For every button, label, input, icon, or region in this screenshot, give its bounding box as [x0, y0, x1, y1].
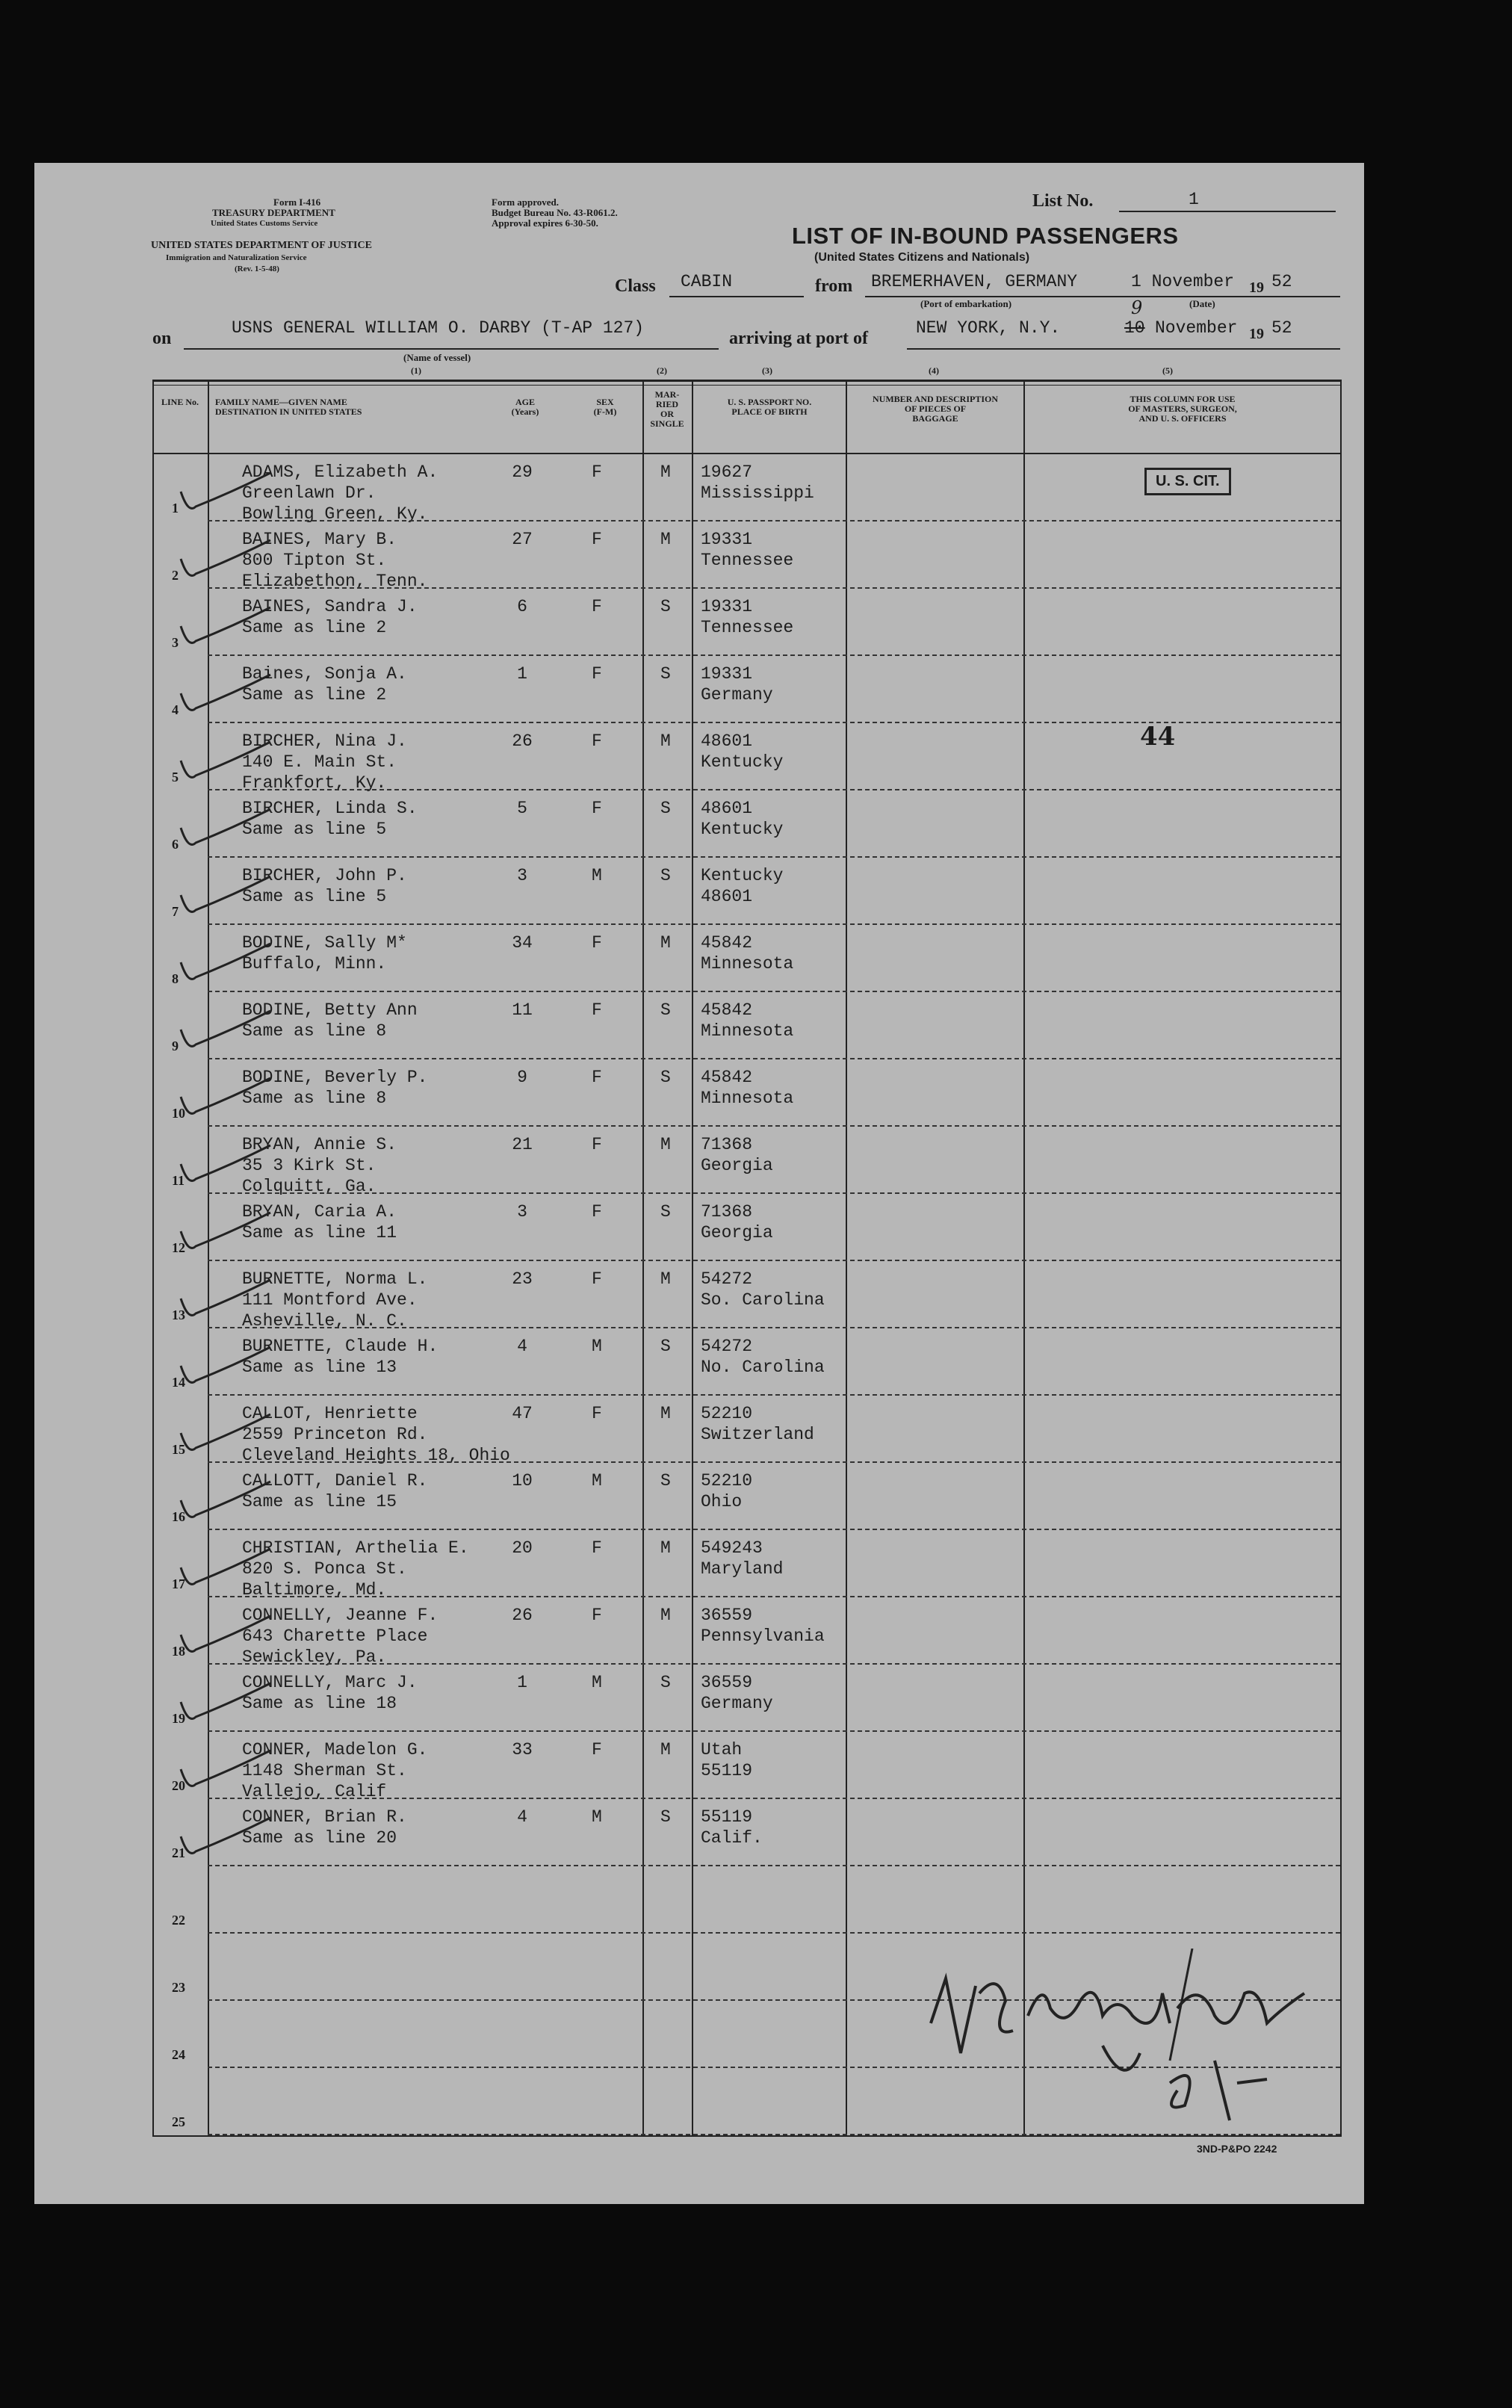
line-number: 19 [172, 1711, 185, 1726]
from-label: from [815, 276, 853, 296]
passenger-married: M [660, 1269, 671, 1289]
passport-or-birthplace-1: 19627 [701, 462, 753, 482]
check-mark [173, 1343, 278, 1403]
line-number: 22 [172, 1913, 185, 1928]
row-divider [208, 587, 1340, 589]
passenger-married: M [660, 1404, 671, 1423]
passenger-sex: F [592, 933, 602, 953]
arrival-month: November [1155, 318, 1238, 338]
passport-or-birthplace-2: 55119 [701, 1761, 753, 1780]
passenger-name: Baines, Sonja A. [242, 664, 407, 684]
check-mark [173, 1612, 278, 1672]
row-divider [208, 520, 1340, 521]
passenger-sex: F [592, 462, 602, 482]
passenger-sex: F [592, 1740, 602, 1759]
line-number: 13 [172, 1307, 185, 1322]
row-divider [208, 654, 1340, 656]
passenger-age: 4 [517, 1337, 527, 1356]
us-citizen-stamp: U. S. CIT. [1144, 468, 1231, 495]
passenger-sex: F [592, 597, 602, 616]
page-subtitle: (United States Citizens and Nationals) [814, 251, 1030, 264]
col-divider-passport [846, 380, 847, 2135]
passenger-sex: M [592, 1471, 602, 1491]
row-divider [208, 991, 1340, 992]
passenger-sex: F [592, 1000, 602, 1020]
passenger-name: BRYAN, Caria A. [242, 1202, 397, 1222]
passenger-address-2: Bowling Green, Ky. [242, 504, 428, 524]
passenger-married: S [660, 1673, 671, 1692]
passenger-address-1: Greenlawn Dr. [242, 483, 377, 503]
header-line-no: LINE No. [161, 397, 199, 407]
check-mark [173, 873, 278, 932]
passenger-address-2: Cleveland Heights 18, Ohio [242, 1446, 510, 1465]
passport-or-birthplace-2: Switzerland [701, 1425, 814, 1444]
passport-or-birthplace-1: 45842 [701, 1000, 753, 1020]
passport-or-birthplace-2: Georgia [701, 1156, 773, 1175]
line-number: 18 [172, 1644, 185, 1659]
line-number: 20 [172, 1778, 185, 1793]
check-mark [173, 1276, 278, 1336]
row-divider [208, 1327, 1340, 1328]
check-mark [173, 1074, 278, 1134]
check-mark [173, 1142, 278, 1201]
arriving-label: arriving at port of [729, 329, 868, 348]
passenger-married: S [660, 664, 671, 684]
passport-or-birthplace-2: Tennessee [701, 551, 794, 570]
passenger-age: 4 [517, 1807, 527, 1827]
passenger-name: CALLOTT, Daniel R. [242, 1471, 428, 1491]
customs-service: United States Customs Service [211, 219, 318, 228]
header-passport: U. S. PASSPORT NO. PLACE OF BIRTH [727, 397, 812, 417]
passenger-sex: F [592, 664, 602, 684]
check-mark [173, 738, 278, 798]
passport-or-birthplace-2: Calif. [701, 1828, 763, 1848]
header-baggage: NUMBER AND DESCRIPTION OF PIECES OF BAGGAGE [872, 394, 999, 424]
passenger-address-1: 1148 Sherman St. [242, 1761, 407, 1780]
col-number-3: (3) [762, 365, 772, 376]
passenger-address-1: 643 Charette Place [242, 1627, 428, 1646]
passenger-age: 5 [517, 799, 527, 818]
header-married: MAR- RIED OR SINGLE [650, 389, 684, 429]
arrival-year-prefix: 19 [1249, 326, 1264, 342]
passenger-age: 47 [512, 1404, 533, 1423]
passport-or-birthplace-2: Kentucky [701, 752, 784, 772]
row-divider [208, 1192, 1340, 1194]
row-divider [208, 1058, 1340, 1059]
row-divider [208, 1260, 1340, 1261]
passenger-sex: F [592, 1135, 602, 1154]
line-number: 12 [172, 1240, 185, 1255]
list-no-value: 1 [1189, 190, 1199, 209]
vessel-underline [184, 348, 719, 350]
passport-or-birthplace-1: 71368 [701, 1202, 753, 1222]
passenger-sex: M [592, 1673, 602, 1692]
passenger-address-1: Same as line 11 [242, 1223, 397, 1242]
passenger-age: 23 [512, 1269, 533, 1289]
passport-or-birthplace-1: Kentucky [701, 866, 784, 885]
passenger-address-1: Same as line 18 [242, 1694, 397, 1713]
arrival-year: 52 [1271, 318, 1292, 338]
table-top-rule-inner [152, 385, 1342, 386]
form-number: Form I-416 [273, 196, 321, 208]
approval-line-2: Budget Bureau No. 43-R061.2. [492, 207, 618, 218]
passenger-name: CONNELLY, Marc J. [242, 1673, 418, 1692]
col-number-2: (2) [657, 365, 667, 376]
passenger-address-1: Same as line 8 [242, 1021, 387, 1041]
passenger-name: BIRCHER, John P. [242, 866, 407, 885]
passenger-name: BODINE, Betty Ann [242, 1000, 418, 1020]
check-mark [173, 1814, 278, 1874]
col-divider-married [692, 380, 693, 2135]
passenger-age: 33 [512, 1740, 533, 1759]
passenger-name: CALLOT, Henriette [242, 1404, 418, 1423]
port-caption: (Port of embarkation) [920, 298, 1012, 309]
passenger-married: S [660, 1471, 671, 1491]
passenger-address-2: Sewickley, Pa. [242, 1647, 387, 1667]
row-divider [208, 923, 1340, 925]
passport-or-birthplace-2: Maryland [701, 1559, 784, 1579]
passenger-address-2: Vallejo, Calif [242, 1782, 387, 1801]
passenger-name: BRYAN, Annie S. [242, 1135, 397, 1154]
line-number: 7 [172, 904, 179, 919]
passenger-address-1: Same as line 8 [242, 1089, 387, 1108]
check-mark [173, 805, 278, 865]
col-number-1: (1) [411, 365, 421, 376]
passenger-sex: F [592, 731, 602, 751]
passenger-name: CHRISTIAN, Arthelia E. [242, 1538, 469, 1558]
passport-or-birthplace-1: 52210 [701, 1404, 753, 1423]
embarkation-date: 1 November [1131, 272, 1235, 291]
passport-or-birthplace-1: 71368 [701, 1135, 753, 1154]
passport-or-birthplace-2: Minnesota [701, 1089, 794, 1108]
passenger-name: BAINES, Sandra J. [242, 597, 418, 616]
class-label: Class [615, 276, 656, 296]
passport-or-birthplace-2: Pennsylvania [701, 1627, 825, 1646]
passenger-age: 21 [512, 1135, 533, 1154]
passenger-married: S [660, 1807, 671, 1827]
arrival-day-struck: 10 [1124, 318, 1145, 338]
passport-or-birthplace-1: 45842 [701, 933, 753, 953]
col-divider-sex [642, 380, 644, 2135]
passenger-sex: F [592, 799, 602, 818]
passenger-address-1: 820 S. Ponca St. [242, 1559, 407, 1579]
line-number: 23 [172, 1980, 185, 1995]
passenger-married: M [660, 731, 671, 751]
passenger-sex: M [592, 1337, 602, 1356]
passport-or-birthplace-2: Mississippi [701, 483, 814, 503]
class-underline [669, 296, 804, 297]
passenger-name: BIRCHER, Nina J. [242, 731, 407, 751]
check-mark [173, 1478, 278, 1538]
passport-or-birthplace-1: 54272 [701, 1337, 753, 1356]
passenger-address-1: 35 3 Kirk St. [242, 1156, 377, 1175]
embark-year-prefix: 19 [1249, 279, 1264, 296]
passenger-address-2: Elizabethon, Tenn. [242, 572, 428, 591]
passenger-age: 3 [517, 1202, 527, 1222]
passenger-age: 1 [517, 1673, 527, 1692]
passenger-sex: F [592, 1538, 602, 1558]
passenger-age: 11 [512, 1000, 533, 1020]
passenger-age: 1 [517, 664, 527, 684]
row-divider [208, 1730, 1340, 1732]
check-mark [173, 1209, 278, 1269]
passport-or-birthplace-1: 48601 [701, 799, 753, 818]
passenger-name: BAINES, Mary B. [242, 530, 397, 549]
line-number: 15 [172, 1442, 185, 1457]
passenger-married: S [660, 866, 671, 885]
passenger-address-1: Same as line 20 [242, 1828, 397, 1848]
passport-or-birthplace-2: 48601 [701, 887, 753, 906]
row-divider [208, 1125, 1340, 1127]
passport-or-birthplace-1: 549243 [701, 1538, 763, 1558]
col-number-4: (4) [929, 365, 939, 376]
passport-or-birthplace-1: 36559 [701, 1606, 753, 1625]
passport-or-birthplace-1: 45842 [701, 1068, 753, 1087]
passenger-name: BURNETTE, Norma L. [242, 1269, 428, 1289]
passenger-address-1: 800 Tipton St. [242, 551, 387, 570]
passenger-address-1: Same as line 5 [242, 887, 387, 906]
check-mark [173, 1680, 278, 1739]
passenger-age: 10 [512, 1471, 533, 1491]
table-left-border [152, 380, 154, 2135]
line-number: 8 [172, 971, 179, 986]
passenger-address-1: 140 E. Main St. [242, 752, 397, 772]
passenger-married: S [660, 1337, 671, 1356]
treasury-dept: TREASURY DEPARTMENT [212, 207, 335, 218]
passenger-age: 34 [512, 933, 533, 953]
passenger-sex: M [592, 866, 602, 885]
ins-service: Immigration and Naturalization Service [166, 253, 307, 262]
passenger-address-2: Frankfort, Ky. [242, 773, 387, 793]
passport-or-birthplace-2: Minnesota [701, 954, 794, 974]
passenger-age: 29 [512, 462, 533, 482]
line-number: 2 [172, 568, 179, 583]
list-no-label: List No. [1032, 191, 1094, 211]
passenger-married: M [660, 462, 671, 482]
passenger-name: CONNER, Madelon G. [242, 1740, 428, 1759]
passenger-address-1: Same as line 5 [242, 820, 387, 839]
passenger-address-1: Same as line 2 [242, 685, 387, 705]
passenger-name: CONNER, Brian R. [242, 1807, 407, 1827]
passenger-married: M [660, 1606, 671, 1625]
check-mark [173, 604, 278, 663]
line-number: 4 [172, 702, 179, 717]
check-mark [173, 536, 278, 596]
line-number: 24 [172, 2047, 185, 2062]
approval-line-3: Approval expires 6-30-50. [492, 217, 598, 229]
row-divider [208, 1865, 1340, 1866]
passport-or-birthplace-1: 19331 [701, 597, 753, 616]
table-right-border [1340, 380, 1342, 2135]
date-caption: (Date) [1189, 298, 1215, 309]
passport-or-birthplace-1: 36559 [701, 1673, 753, 1692]
passenger-address-1: Same as line 2 [242, 618, 387, 637]
col-number-5: (5) [1162, 365, 1173, 376]
class-value: CABIN [681, 272, 733, 291]
row-divider [208, 789, 1340, 790]
passenger-name: BURNETTE, Claude H. [242, 1337, 439, 1356]
passenger-address-2: Colquitt, Ga. [242, 1177, 377, 1196]
passenger-name: BIRCHER, Linda S. [242, 799, 418, 818]
passport-or-birthplace-1: 19331 [701, 530, 753, 549]
passenger-age: 27 [512, 530, 533, 549]
check-mark [173, 1747, 278, 1807]
row-divider [208, 1932, 1340, 1934]
passenger-name: CONNELLY, Jeanne F. [242, 1606, 439, 1625]
passenger-age: 9 [517, 1068, 527, 1087]
on-label: on [152, 329, 172, 348]
from-underline [865, 296, 1340, 297]
line-number: 9 [172, 1039, 179, 1053]
passport-or-birthplace-1: 55119 [701, 1807, 753, 1827]
line-number: 11 [172, 1173, 185, 1188]
passenger-address-2: Asheville, N. C. [242, 1311, 407, 1331]
passenger-age: 26 [512, 731, 533, 751]
vessel-name: USNS GENERAL WILLIAM O. DARBY (T-AP 127) [232, 318, 645, 338]
passport-or-birthplace-2: Kentucky [701, 820, 784, 839]
row-divider [208, 1596, 1340, 1597]
passenger-address-2: Baltimore, Md. [242, 1580, 387, 1600]
footer-code: 3ND-P&PO 2242 [1197, 2143, 1277, 2155]
check-mark [173, 1411, 278, 1470]
passenger-married: M [660, 1135, 671, 1154]
passport-or-birthplace-1: 54272 [701, 1269, 753, 1289]
passport-or-birthplace-1: 52210 [701, 1471, 753, 1491]
page-title: LIST OF IN-BOUND PASSENGERS [792, 223, 1179, 249]
passenger-married: S [660, 799, 671, 818]
passenger-sex: F [592, 1404, 602, 1423]
header-bottom-rule [152, 453, 1342, 454]
passport-or-birthplace-2: Germany [701, 1694, 773, 1713]
header-name: FAMILY NAME—GIVEN NAME DESTINATION IN UNITED STATES [215, 397, 362, 417]
check-mark [173, 469, 278, 529]
passenger-name: BODINE, Beverly P. [242, 1068, 428, 1087]
line-number: 1 [172, 501, 179, 516]
passport-or-birthplace-2: Ohio [701, 1492, 743, 1511]
line-number: 21 [172, 1845, 185, 1860]
col-divider-baggage [1023, 380, 1025, 2135]
passenger-age: 3 [517, 866, 527, 885]
passenger-sex: F [592, 530, 602, 549]
passport-or-birthplace-2: Minnesota [701, 1021, 794, 1041]
passenger-address-1: 2559 Princeton Rd. [242, 1425, 428, 1444]
vessel-caption: (Name of vessel) [403, 352, 471, 363]
passenger-count: 44 [1140, 722, 1176, 752]
passenger-address-1: Same as line 15 [242, 1492, 397, 1511]
passport-or-birthplace-2: So. Carolina [701, 1290, 825, 1310]
row-divider [208, 1663, 1340, 1665]
line-number: 14 [172, 1375, 185, 1390]
arrival-day-handwritten: 9 [1131, 297, 1143, 318]
check-mark [173, 1007, 278, 1067]
revision: (Rev. 1-5-48) [235, 264, 279, 273]
passenger-address-1: Same as line 13 [242, 1358, 397, 1377]
line-number: 16 [172, 1509, 185, 1524]
passport-or-birthplace-2: Georgia [701, 1223, 773, 1242]
passenger-married: S [660, 1068, 671, 1087]
passenger-married: S [660, 1202, 671, 1222]
passenger-address-1: Buffalo, Minn. [242, 954, 387, 974]
row-divider [208, 1394, 1340, 1396]
line-number: 3 [172, 635, 179, 650]
passport-or-birthplace-2: No. Carolina [701, 1358, 825, 1377]
header-age: AGE (Years) [511, 397, 539, 417]
passport-or-birthplace-2: Germany [701, 685, 773, 705]
passenger-married: M [660, 933, 671, 953]
passport-or-birthplace-1: 48601 [701, 731, 753, 751]
passenger-sex: F [592, 1269, 602, 1289]
passport-or-birthplace-1: 19331 [701, 664, 753, 684]
row-divider [208, 856, 1340, 858]
passenger-name: ADAMS, Elizabeth A. [242, 462, 439, 482]
passenger-sex: F [592, 1068, 602, 1087]
check-mark [173, 940, 278, 1000]
passport-or-birthplace-1: Utah [701, 1740, 743, 1759]
passenger-married: S [660, 597, 671, 616]
passenger-married: M [660, 1740, 671, 1759]
check-mark [173, 1545, 278, 1605]
header-officers: THIS COLUMN FOR USE OF MASTERS, SURGEON, AND U. S. OFFICERS [1128, 394, 1237, 424]
line-number: 6 [172, 837, 179, 852]
line-number: 10 [172, 1106, 185, 1121]
approval-line-1: Form approved. [492, 196, 560, 208]
line-number: 17 [172, 1576, 185, 1591]
line-number: 25 [172, 2114, 185, 2129]
check-mark [173, 671, 278, 731]
passenger-married: M [660, 1538, 671, 1558]
officer-signature [916, 1949, 1334, 2143]
arrival-underline [907, 348, 1340, 350]
passenger-married: M [660, 530, 671, 549]
passenger-sex: F [592, 1606, 602, 1625]
justice-dept: UNITED STATES DEPARTMENT OF JUSTICE [151, 240, 372, 251]
passenger-list-sheet [34, 163, 1364, 2204]
table-top-rule [152, 380, 1342, 382]
row-divider [208, 1461, 1340, 1463]
row-divider [208, 1798, 1340, 1799]
passenger-address-1: 111 Montford Ave. [242, 1290, 418, 1310]
passenger-name: BODINE, Sally M* [242, 933, 407, 953]
passenger-sex: F [592, 1202, 602, 1222]
header-sex: SEX (F-M) [593, 397, 617, 417]
row-divider [208, 1529, 1340, 1530]
passport-or-birthplace-2: Tennessee [701, 618, 794, 637]
arrival-port: NEW YORK, N.Y. [916, 318, 1061, 338]
passenger-sex: M [592, 1807, 602, 1827]
embarkation-port: BREMERHAVEN, GERMANY [871, 272, 1078, 291]
passenger-age: 20 [512, 1538, 533, 1558]
embark-year: 52 [1271, 272, 1292, 291]
list-no-underline [1119, 211, 1336, 212]
passenger-married: S [660, 1000, 671, 1020]
passenger-age: 6 [517, 597, 527, 616]
passenger-age: 26 [512, 1606, 533, 1625]
line-number: 5 [172, 770, 179, 784]
